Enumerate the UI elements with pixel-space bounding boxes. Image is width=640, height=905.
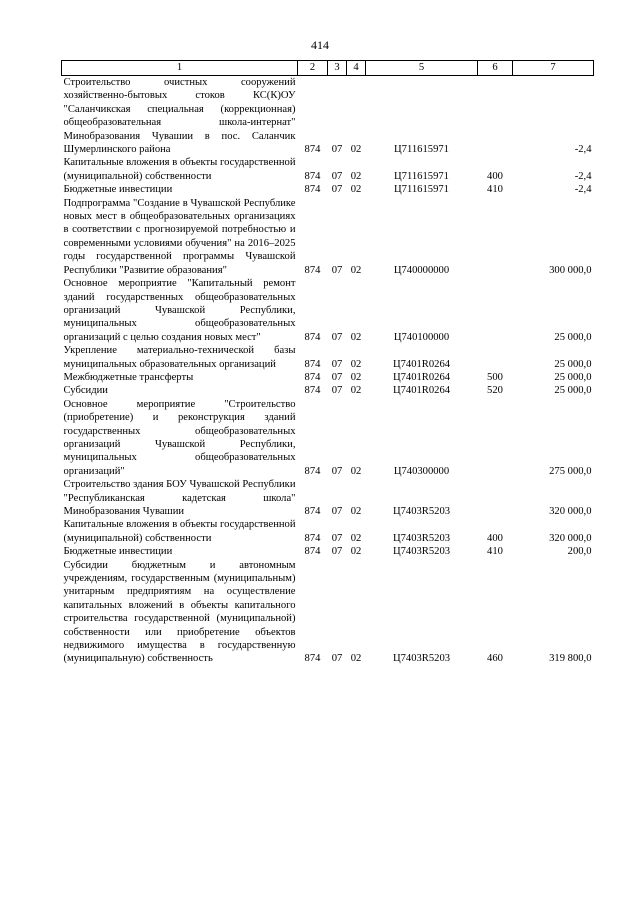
row-ministry: 874 bbox=[304, 358, 321, 370]
row-amount: 320 000,0 bbox=[549, 532, 592, 544]
table-row bbox=[62, 384, 594, 397]
table-row bbox=[62, 277, 594, 344]
row-name: Основное мероприятие "Капитальный ремонт зданий государственных общеобразовательных организаций Чувашской Республики, муниципальных общеобразовательных организаций с целью создания новых мест" bbox=[63, 278, 296, 343]
row-vr bbox=[478, 76, 513, 157]
row-amount: -2,4 bbox=[574, 184, 592, 196]
row-section: 07 bbox=[331, 170, 343, 182]
row-subsection: 02 bbox=[350, 170, 362, 182]
page-number: 414 bbox=[311, 38, 329, 52]
row-section: 07 bbox=[331, 546, 343, 558]
row-name: Межбюджетные трансферты bbox=[63, 371, 194, 383]
row-name: Строительство очистных сооружений хозяйственно-бытовых стоков КС(К)ОУ "Саланчикская специальная (коррекционная) общеобразовательная школа-интернат" Минобразования Чувашии в пос. Саланчик Шумерлинского района bbox=[63, 77, 296, 156]
row-section: 07 bbox=[331, 385, 343, 397]
row-subsection: 02 bbox=[350, 653, 362, 665]
row-target: Ц740100000 bbox=[393, 331, 450, 343]
header-col-6: 6 bbox=[478, 61, 513, 76]
row-amount: 25 000,0 bbox=[554, 371, 592, 383]
row-name: Субсидии бюджетным и автономным учреждениям, государственным (муниципальным) унитарным предприятиям на осуществление капитальных вложений в объекты капитального строительства государственной (муниципальной) собственности или приобретение объектов недвижимого имущества в государственную (муниципальную) собственность bbox=[63, 559, 296, 665]
row-amount: 300 000,0 bbox=[549, 264, 592, 276]
row-ministry: 874 bbox=[304, 144, 321, 156]
table-row bbox=[62, 398, 594, 478]
row-target: Ц711615971 bbox=[394, 170, 449, 182]
header-col-3: 3 bbox=[328, 61, 347, 76]
header-col-5: 5 bbox=[366, 61, 478, 76]
row-vr: 410 bbox=[487, 184, 503, 196]
row-section: 07 bbox=[331, 184, 343, 196]
row-target: Ц7403R5203 bbox=[392, 546, 451, 558]
row-subsection: 02 bbox=[350, 144, 362, 156]
row-vr: 460 bbox=[487, 653, 503, 665]
row-amount: 25 000,0 bbox=[554, 385, 592, 397]
row-vr bbox=[478, 478, 513, 518]
row-target: Ц7403R5203 bbox=[392, 653, 451, 665]
row-vr: 410 bbox=[487, 546, 503, 558]
row-vr bbox=[478, 197, 513, 277]
row-section: 07 bbox=[331, 653, 343, 665]
budget-table bbox=[61, 60, 594, 666]
row-target: Ц7401R0264 bbox=[392, 358, 451, 370]
row-subsection: 02 bbox=[350, 385, 362, 397]
table-row bbox=[62, 371, 594, 384]
table-row bbox=[62, 545, 594, 558]
table-row bbox=[62, 559, 594, 666]
row-amount: 200,0 bbox=[567, 546, 592, 558]
row-vr bbox=[478, 277, 513, 344]
row-vr bbox=[478, 398, 513, 478]
table-row bbox=[62, 344, 594, 371]
table-row bbox=[62, 156, 594, 183]
row-ministry: 874 bbox=[304, 653, 321, 665]
row-vr: 400 bbox=[487, 170, 503, 182]
row-target: Ц740300000 bbox=[393, 465, 450, 477]
row-ministry: 874 bbox=[304, 264, 321, 276]
row-section: 07 bbox=[331, 331, 343, 343]
row-subsection: 02 bbox=[350, 546, 362, 558]
row-ministry: 874 bbox=[304, 331, 321, 343]
row-section: 07 bbox=[331, 264, 343, 276]
row-target: Ц7403R5203 bbox=[392, 532, 451, 544]
table-row bbox=[62, 518, 594, 545]
row-section: 07 bbox=[331, 532, 343, 544]
row-name: Капитальные вложения в объекты государственной (муниципальной) собственности bbox=[63, 519, 296, 544]
row-vr: 520 bbox=[487, 385, 503, 397]
row-subsection: 02 bbox=[350, 371, 362, 383]
row-amount: 319 800,0 bbox=[549, 653, 592, 665]
row-target: Ц711615971 bbox=[394, 184, 449, 196]
row-vr: 500 bbox=[487, 371, 503, 383]
row-target: Ц711615971 bbox=[394, 144, 449, 156]
row-target: Ц7401R0264 bbox=[392, 385, 451, 397]
row-name: Бюджетные инвестиции bbox=[63, 546, 173, 558]
row-target: Ц7401R0264 bbox=[392, 371, 451, 383]
row-target: Ц7403R5203 bbox=[392, 506, 451, 517]
table-row bbox=[62, 478, 594, 518]
row-name: Субсидии bbox=[63, 385, 108, 397]
row-vr bbox=[478, 344, 513, 371]
row-amount: 25 000,0 bbox=[554, 331, 592, 343]
row-subsection: 02 bbox=[350, 184, 362, 196]
row-ministry: 874 bbox=[304, 371, 321, 383]
row-subsection: 02 bbox=[350, 264, 362, 276]
row-vr: 400 bbox=[487, 532, 503, 544]
row-section: 07 bbox=[331, 506, 343, 517]
row-subsection: 02 bbox=[350, 506, 362, 517]
row-section: 07 bbox=[331, 358, 343, 370]
row-ministry: 874 bbox=[304, 506, 321, 517]
row-name: Подпрограмма "Создание в Чувашской Республике новых мест в общеобразовательных организациях в соответствии с прогнозируемой потребностью и современными условиями обучения" на 2016–2025 годы государственной программы Чувашской Республики "Развитие образования" bbox=[63, 197, 296, 276]
row-section: 07 bbox=[331, 371, 343, 383]
row-subsection: 02 bbox=[350, 358, 362, 370]
row-ministry: 874 bbox=[304, 532, 321, 544]
row-name: Строительство здания БОУ Чувашской Республики "Республиканская кадетская школа" Минобразования Чувашии bbox=[63, 479, 296, 517]
header-row bbox=[62, 61, 594, 76]
row-name: Бюджетные инвестиции bbox=[63, 184, 173, 196]
row-section: 07 bbox=[331, 465, 343, 477]
row-amount: -2,4 bbox=[574, 170, 592, 182]
row-amount: 25 000,0 bbox=[554, 358, 592, 370]
row-amount: 320 000,0 bbox=[549, 506, 592, 517]
row-name: Основное мероприятие "Строительство (приобретение) и реконструкция зданий государственных общеобразовательных организаций Чувашской Республики, муниципальных общеобразовательных организаций" bbox=[63, 398, 296, 477]
header-col-2: 2 bbox=[298, 61, 328, 76]
row-ministry: 874 bbox=[304, 184, 321, 196]
row-subsection: 02 bbox=[350, 465, 362, 477]
row-name: Укрепление материально-технической базы муниципальных образовательных организаций bbox=[63, 345, 296, 370]
header-col-4: 4 bbox=[347, 61, 366, 76]
row-subsection: 02 bbox=[350, 532, 362, 544]
row-target: Ц740000000 bbox=[393, 264, 450, 276]
header-col-1: 1 bbox=[62, 61, 298, 76]
row-amount: 275 000,0 bbox=[549, 465, 592, 477]
row-ministry: 874 bbox=[304, 546, 321, 558]
row-amount: -2,4 bbox=[574, 144, 592, 156]
row-ministry: 874 bbox=[304, 465, 321, 477]
row-subsection: 02 bbox=[350, 331, 362, 343]
row-ministry: 874 bbox=[304, 170, 321, 182]
row-name: Капитальные вложения в объекты государственной (муниципальной) собственности bbox=[63, 157, 296, 182]
table-row bbox=[62, 76, 594, 157]
row-section: 07 bbox=[331, 144, 343, 156]
row-ministry: 874 bbox=[304, 385, 321, 397]
header-col-7: 7 bbox=[513, 61, 594, 76]
table-row bbox=[62, 183, 594, 196]
table-row bbox=[62, 197, 594, 277]
